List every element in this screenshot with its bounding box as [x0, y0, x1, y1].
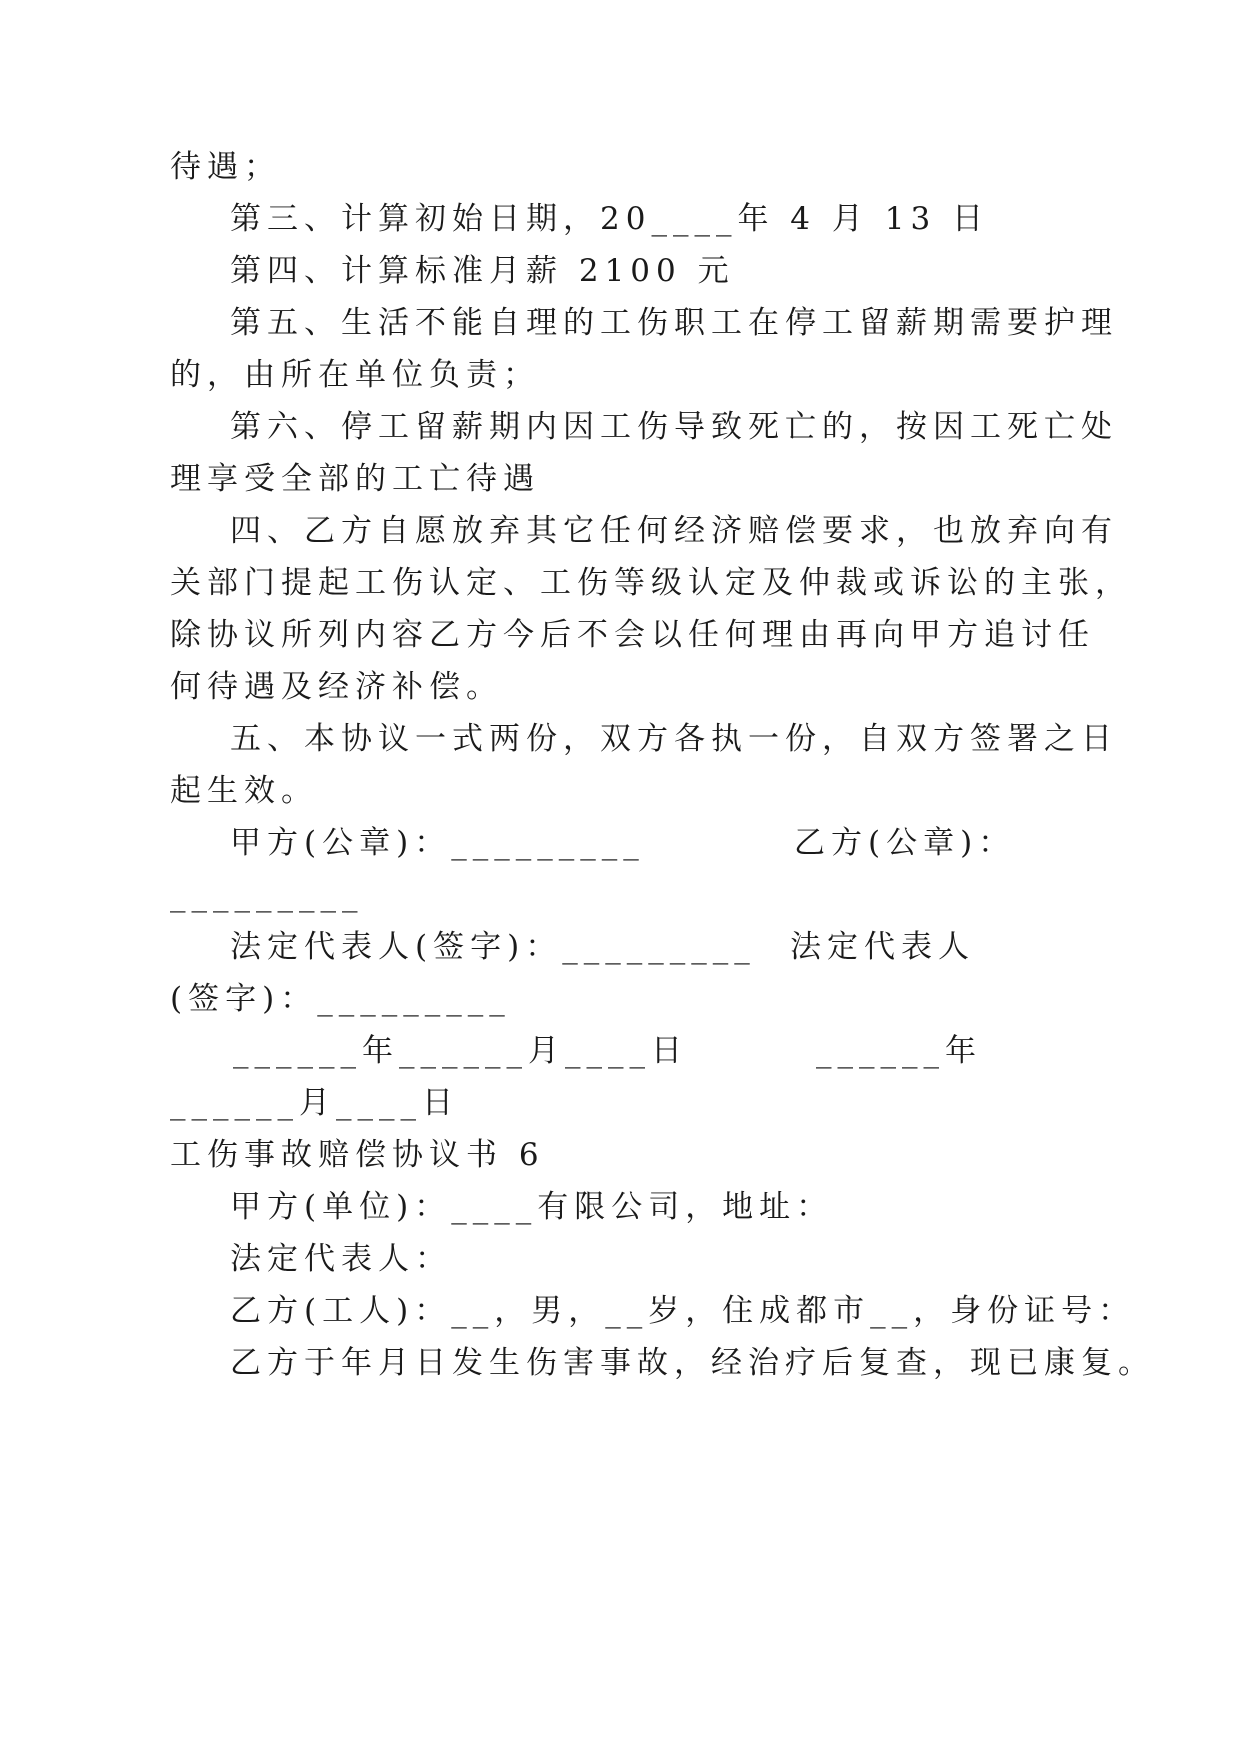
document-line [0, 563, 1241, 603]
document-line [0, 199, 1241, 239]
text-fragment: 待遇； [170, 149, 281, 185]
text-fragment: 理享受全部的工亡待遇 [170, 461, 540, 497]
text-fragment: 何待遇及经济补偿。 [170, 669, 503, 705]
document-line [0, 875, 1241, 915]
text-fragment: 乙方(工人)：__，男，__岁，住成都市__，身份证号： [230, 1293, 1136, 1329]
document-line [0, 147, 1241, 187]
document-line [0, 1291, 1241, 1331]
party-b-date-rest: ______月____日 [170, 1085, 459, 1121]
document-line [0, 927, 1241, 967]
party-b-date-year: ______年 [816, 1033, 982, 1069]
text-fragment: _________ [170, 877, 364, 913]
text-fragment: 关部门提起工伤认定、工伤等级认定及仲裁或诉讼的主张， [170, 565, 1132, 601]
document-line [0, 459, 1241, 499]
document-line [0, 1239, 1241, 1279]
text-fragment: 的，由所在单位负责； [170, 357, 540, 393]
party-a-rep-signature: 法定代表人(签字)：_________ [230, 929, 756, 965]
document-line [0, 355, 1241, 395]
document-line [0, 719, 1241, 759]
party-a-date: ______年______月____日 [233, 1033, 688, 1069]
document-line [0, 251, 1241, 291]
text-fragment: 乙方于年月日发生伤害事故，经治疗后复查，现已康复。 [230, 1345, 1155, 1381]
document-line [0, 979, 1241, 1019]
text-fragment: 四、乙方自愿放弃其它任何经济赔偿要求，也放弃向有 [230, 513, 1118, 549]
text-fragment: 甲方(单位)：____有限公司，地址： [230, 1189, 834, 1225]
document-line [0, 1083, 1241, 1123]
section-heading: 工伤事故赔偿协议书 6 [170, 1137, 545, 1173]
document-line [0, 407, 1241, 447]
party-b-seal: 乙方(公章)： [794, 825, 1016, 861]
text-fragment: 起生效。 [170, 773, 318, 809]
document-line [0, 303, 1241, 343]
document-line [0, 1135, 1241, 1175]
document-line [0, 1031, 1241, 1071]
party-a-seal: 甲方(公章)：_________ [230, 825, 645, 861]
party-b-rep-signature: (签字)：_________ [170, 981, 511, 1017]
text-fragment: 第六、停工留薪期内因工伤导致死亡的，按因工死亡处 [230, 409, 1118, 445]
document-line [0, 823, 1241, 863]
text-fragment: 第四、计算标准月薪 2100 元 [230, 253, 735, 289]
document-line [0, 771, 1241, 811]
document-line [0, 1343, 1241, 1383]
document-line [0, 511, 1241, 551]
text-fragment: 第三、计算初始日期，20____年 4 月 13 日 [230, 201, 990, 237]
text-fragment: 第五、生活不能自理的工伤职工在停工留薪期需要护理 [230, 305, 1118, 341]
document-line [0, 667, 1241, 707]
document-line [0, 1187, 1241, 1227]
party-b-rep-label: 法定代表人 [790, 929, 975, 965]
text-fragment: 除协议所列内容乙方今后不会以任何理由再向甲方追讨任 [170, 617, 1095, 653]
document-line [0, 615, 1241, 655]
text-fragment: 法定代表人： [230, 1241, 452, 1277]
text-fragment: 五、本协议一式两份，双方各执一份，自双方签署之日 [230, 721, 1118, 757]
